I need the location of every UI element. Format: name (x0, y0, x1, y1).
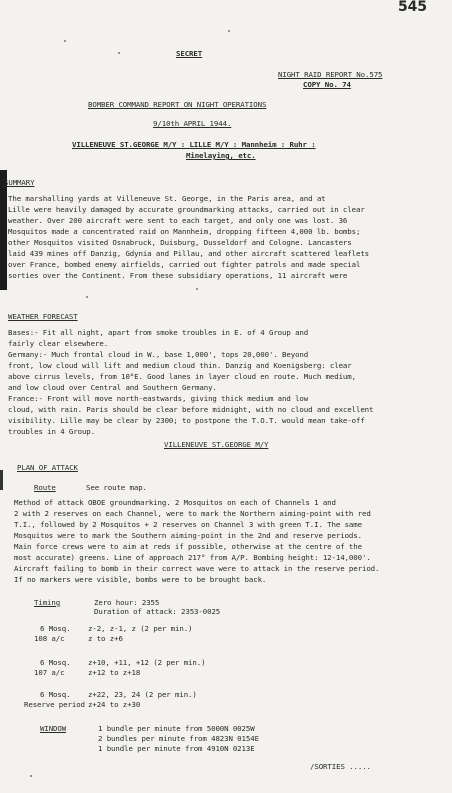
report-date: 9/10th APRIL 1944. (153, 119, 232, 128)
weather-line: troubles in 4 Group. (8, 427, 95, 436)
weather-line: Germany:- Much frontal cloud in W., base 1,000', tops 20,000'. Beyond (8, 350, 309, 359)
window-label: WINDOW (40, 724, 67, 733)
targets-line-1: VILLENEUVE ST.GEORGE M/Y : LILLE M/Y : Mannheim : Ruhr : (72, 140, 316, 149)
window-line: 1 bundle per minute from 4910N 0213E (98, 744, 255, 753)
weather-line: above cirrus levels, from 10°E. Good lanes in layer cloud en route. Much medium, (8, 372, 356, 381)
method-line: If no markers were visible, bombs were to be brought back. (14, 575, 267, 584)
summary-line: laid 439 mines off Danzig, Gdynia and Pillau, and other aircraft scattered leaflets (8, 249, 370, 258)
scan-speck (228, 30, 230, 32)
scan-speck (196, 288, 198, 290)
weather-line: cloud, with rain. Paris should be clear before midnight, with no cloud and excellent (8, 405, 374, 414)
summary-line: other Mosquitos visited Osnabruck, Duisburg, Dusseldorf and Cologne. Lancasters (8, 238, 352, 247)
scan-edge-mark (0, 170, 7, 290)
window-line: 2 bundles per minute from 4823N 0154E (98, 734, 259, 743)
summary-line: Mosquitos made a concentrated raid on Mannheim, dropping fifteen 4,000 lb. bombs; (8, 227, 361, 236)
window-line: 1 bundle per minute from 5000N 0025W (98, 724, 255, 733)
scan-edge-mark (0, 470, 3, 490)
method-line: Method of attack OBOE groundmarking. 2 Mosquitos on each of Channels 1 and (14, 498, 336, 507)
wave-bomber-timing: z+12 to z+18 (88, 668, 141, 677)
scan-speck (86, 296, 88, 298)
weather-heading: WEATHER FORECAST (8, 312, 78, 321)
continuation-marker: /SORTIES ..... (310, 762, 371, 771)
copy-number: COPY No. 74 (303, 80, 351, 89)
method-line: Mosquitos were to mark the Southern aiming-point in the 2nd and reserve periods. (14, 531, 362, 540)
wave-bomber-timing: z+24 to z+30 (88, 700, 141, 709)
wave-force: 6 Mosq. (40, 690, 71, 699)
method-line: most accurate) greens. Line of approach 217° from A/P. Bombing height: 12-14,000'. (14, 553, 371, 562)
plan-heading: PLAN OF ATTACK (17, 463, 78, 472)
zero-hour: Zero hour: 2355 (94, 598, 160, 607)
summary-line: sorties over the Continent. From these subsidiary operations, 11 aircraft were (8, 271, 348, 280)
scan-speck (118, 52, 120, 54)
report-title: BOMBER COMMAND REPORT ON NIGHT OPERATIONS (88, 100, 267, 109)
summary-line: The marshalling yards at Villeneuve St. George, in the Paris area, and at (8, 194, 326, 203)
route-label: Route (34, 483, 56, 492)
wave-aircraft: Reserve period (24, 700, 85, 709)
wave-force: 6 Mosq. (40, 624, 71, 633)
classification: SECRET (176, 49, 203, 58)
wave-marker-timing: z+10, +11, +12 (2 per min.) (88, 658, 206, 667)
weather-line: and low cloud over Central and Southern Germany. (8, 383, 217, 392)
wave-force: 6 Mosq. (40, 658, 71, 667)
method-line: Aircraft failing to bomb in their correct wave were to attack in the reserve period. (14, 564, 380, 573)
weather-line: visibility. Lille may be clear by 2300; to postpone the T.O.T. would mean take-off (8, 416, 365, 425)
summary-line: over France, bombed enemy airfields, carried out fighter patrols and made special (8, 260, 361, 269)
section-title: VILLENEUVE ST.GEORGE M/Y (164, 440, 269, 449)
method-line: Main force crews were to aim at reds if possible, otherwise at the centre of the (14, 542, 362, 551)
wave-bomber-timing: z to z+6 (88, 634, 123, 643)
weather-line: France:- Front will move north-eastwards, giving thick medium and low (8, 394, 309, 403)
scan-speck (30, 775, 32, 777)
weather-line: fairly clear elsewhere. (8, 339, 109, 348)
wave-marker-timing: z+22, 23, 24 (2 per min.) (88, 690, 197, 699)
wave-aircraft: 107 a/c (34, 668, 65, 677)
wave-aircraft: 108 a/c (34, 634, 65, 643)
weather-line: front, low cloud will lift and medium cloud thin. Danzig and Koenigsberg: clear (8, 361, 352, 370)
weather-line: Bases:- Fit all night, apart from smoke troubles in E. of 4 Group and (8, 328, 309, 337)
summary-line: weather. Over 200 aircraft were sent to each target, and only one was lost. 36 (8, 216, 348, 225)
scan-speck (64, 40, 66, 42)
summary-line: Lille were heavily damaged by accurate groundmarking attacks, carried out in clear (8, 205, 365, 214)
report-reference: NIGHT RAID REPORT No.575 (278, 70, 383, 79)
attack-duration: Duration of attack: 2353-0025 (94, 607, 221, 616)
targets-line-2: Minelaying, etc. (186, 151, 256, 160)
summary-heading: SUMMARY (4, 178, 35, 187)
route-text: See route map. (86, 483, 147, 492)
page-number: 545 (398, 0, 427, 15)
timing-label: Timing (34, 598, 61, 607)
wave-marker-timing: z-2, z-1, z (2 per min.) (88, 624, 193, 633)
method-line: 2 with 2 reserves on each Channel, were to mark the Northern aiming-point with red (14, 509, 371, 518)
method-line: T.I., followed by 2 Mosquitos + 2 reserves on Channel 3 with green T.I. The same (14, 520, 362, 529)
